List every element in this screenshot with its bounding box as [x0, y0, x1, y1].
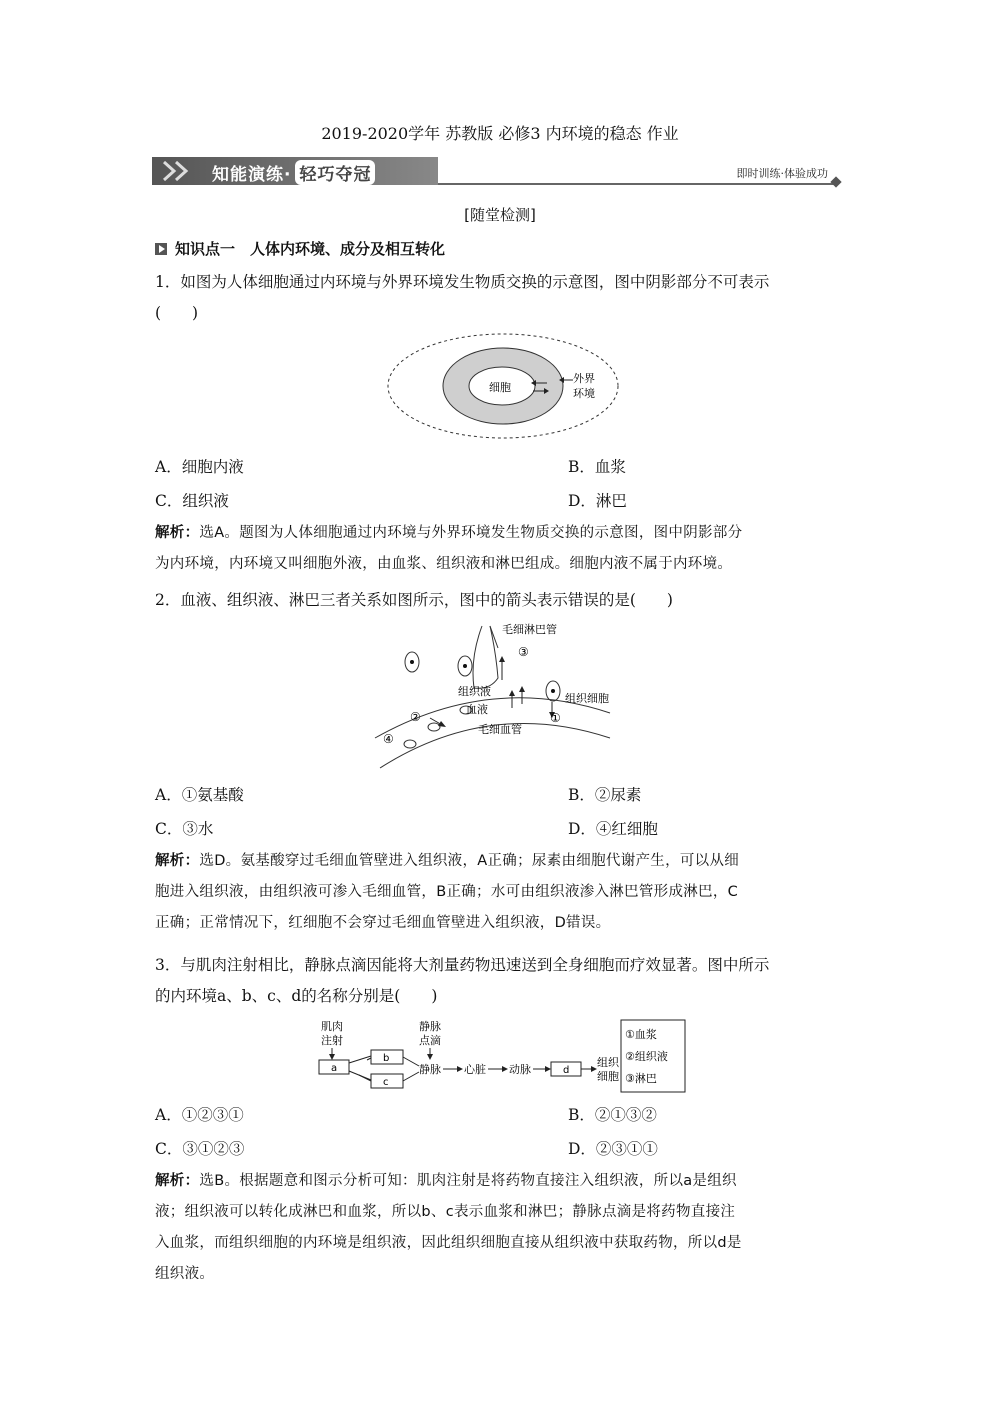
arrow-head: [438, 721, 446, 727]
banner-subtitle: 即时训练·体验成功: [736, 167, 828, 180]
arrow-line: [359, 1075, 371, 1081]
q1-analysis-line1: 选A。题图为人体细胞通过内环境与外界环境发生物质交换的示意图，图中阴影部分: [199, 525, 743, 541]
q3-option-b[interactable]: B．②①③②: [568, 1106, 657, 1124]
q3-analysis-line4: 组织液。: [155, 1266, 215, 1282]
q3-analysis: [155, 1166, 850, 1290]
arrow-line: [403, 1057, 419, 1066]
arrow-line: [403, 1072, 419, 1081]
q3-im-label-2: 注射: [321, 1034, 343, 1047]
arrow-head: [427, 1054, 433, 1060]
red-blood-cell: [404, 740, 416, 748]
arrow-head: [519, 686, 525, 692]
q2-analysis-line3: 正确；正常情况下，红细胞不会穿过毛细血管壁进入组织液，D错误。: [155, 915, 611, 931]
q3-cell-label-1: 组织: [597, 1056, 619, 1069]
q2-option-d[interactable]: D．④红细胞: [568, 820, 658, 838]
q1-option-b[interactable]: B．血浆: [568, 458, 626, 476]
knowledge-point-text: 知识点一 人体内环境、成分及相互转化: [175, 240, 446, 258]
q2-analysis: [155, 846, 850, 939]
q2-blood-capillary-label: 毛细血管: [478, 723, 522, 736]
q1-figure: [385, 330, 625, 442]
q1-analysis: [155, 518, 850, 580]
q2-num-3: ③: [518, 645, 529, 659]
q3-option-a[interactable]: A．①②③①: [155, 1106, 244, 1124]
q1-option-d[interactable]: D．淋巴: [568, 492, 627, 510]
q3-figure: [315, 1018, 690, 1096]
q3-legend-3: ③淋巴: [625, 1072, 657, 1085]
banner-dot: ·: [284, 165, 292, 185]
arrow-line: [367, 1058, 371, 1060]
q1-option-a[interactable]: A．细胞内液: [155, 458, 244, 476]
q2-blood-label: 血液: [466, 703, 488, 716]
q3-analysis-line3: 入血浆，而组织细胞的内环境是组织液，因此组织细胞直接从组织液中获取药物，所以d是: [155, 1235, 742, 1251]
lymph-capillary-shape: [473, 626, 498, 688]
q2-stem: 2．血液、组织液、淋巴三者关系如图所示，图中的箭头表示错误的是( ): [155, 591, 673, 609]
q2-option-a[interactable]: A．①氨基酸: [155, 786, 244, 804]
q2-num-4: ④: [383, 732, 394, 746]
q3-box-c-label: c: [383, 1077, 389, 1088]
knowledge-point-heading: [155, 238, 445, 259]
q2-lymph-capillary-label: 毛细淋巴管: [502, 623, 557, 636]
banner-highlight: 轻巧夺冠: [295, 160, 375, 185]
q3-analysis-line2: 液；组织液可以转化成淋巴和血浆，所以b、c表示血浆和淋巴；静脉点滴是将药物直接注: [155, 1204, 736, 1220]
q1-option-c[interactable]: C．组织液: [155, 492, 229, 510]
banner-left-text: 知能演练: [212, 165, 284, 185]
q3-legend-2: ②组织液: [625, 1050, 668, 1063]
cell-nucleus: [463, 664, 467, 668]
q3-stem: [155, 950, 850, 1012]
section-banner: [152, 157, 842, 187]
q1-analysis-line2: 为内环境，内环境又叫细胞外液，由血浆、组织液和淋巴组成。细胞内液不属于内环境。: [155, 556, 733, 572]
q2-tissue-fluid-label: 组织液: [458, 685, 491, 698]
q2-tissue-cell-label: 组织细胞: [565, 692, 609, 705]
q3-box-b-label: b: [383, 1053, 390, 1064]
q3-artery-label: 动脉: [509, 1063, 531, 1076]
q2-option-c[interactable]: C．③水: [155, 820, 214, 838]
q3-box-a-label: a: [331, 1063, 338, 1074]
play-icon: [155, 243, 167, 255]
q3-analysis-label: 解析：: [155, 1173, 200, 1189]
arrow-head: [499, 656, 505, 662]
q2-num-2: ②: [410, 710, 421, 724]
banner-title: [212, 160, 375, 185]
red-blood-cell: [428, 723, 440, 731]
q3-analysis-line1: 选B。根据题意和图示分析可知：肌肉注射是将药物直接注入组织液，所以a是组织: [199, 1173, 737, 1189]
q3-cell-label-2: 细胞: [597, 1070, 619, 1083]
q3-legend-1: ①血浆: [625, 1028, 657, 1041]
q1-analysis-label: 解析：: [155, 525, 200, 541]
arrow-head: [545, 1066, 551, 1072]
arrow-head: [457, 1066, 463, 1072]
q1-stem-line1: 1．如图为人体细胞通过内环境与外界环境发生物质交换的示意图，图中阴影部分不可表示: [155, 273, 770, 291]
arrow-head: [502, 1066, 508, 1072]
q3-heart-label: 心脏: [464, 1063, 486, 1076]
q3-option-d[interactable]: D．②③①①: [568, 1140, 658, 1158]
q3-iv-label-2: 点滴: [419, 1034, 441, 1047]
arrow-head: [329, 1054, 335, 1060]
q3-stem-line2: 的内环境a、b、c、d的名称分别是( ): [155, 987, 438, 1005]
q3-option-c[interactable]: C．③①②③: [155, 1140, 245, 1158]
q1-stem: [155, 267, 850, 329]
q3-stem-line1: 3．与肌肉注射相比，静脉点滴因能将大剂量药物迅速送到全身细胞而疗效显著。图中所示: [155, 956, 770, 974]
document-title: 2019-2020学年 苏教版 必修3 内环境的稳态 作业: [321, 124, 679, 143]
chevron-right-icon: [160, 160, 200, 182]
q3-iv-label-1: 静脉: [419, 1020, 441, 1033]
q1-outside-label-1: 外界: [573, 372, 595, 385]
q1-stem-line2: ( ): [155, 304, 199, 322]
q2-analysis-line2: 胞进入组织液，由组织液可渗入毛细血管，B正确；水可由组织液渗入淋巴管形成淋巴，C: [155, 884, 739, 900]
banner-line: [438, 183, 838, 185]
q3-im-label-1: 肌肉: [321, 1020, 343, 1033]
q2-num-1: ①: [550, 711, 561, 725]
q1-cell-label: 细胞: [489, 381, 511, 394]
diamond-icon: [830, 176, 841, 187]
section-title: [随堂检测]: [464, 206, 536, 224]
arrow-head: [509, 690, 515, 696]
q2-analysis-line1: 选D。氨基酸穿过毛细血管壁进入组织液，A正确；尿素由细胞代谢产生，可以从细: [199, 853, 740, 869]
q2-analysis-label: 解析：: [155, 853, 200, 869]
q1-outside-label-2: 环境: [573, 387, 595, 400]
q2-figure: [370, 618, 635, 776]
q2-option-b[interactable]: B．②尿素: [568, 786, 642, 804]
cell-nucleus: [410, 660, 414, 664]
q3-vein-label: 静脉: [419, 1063, 441, 1076]
cell-nucleus: [551, 689, 555, 693]
q3-box-d-label: d: [563, 1065, 570, 1076]
